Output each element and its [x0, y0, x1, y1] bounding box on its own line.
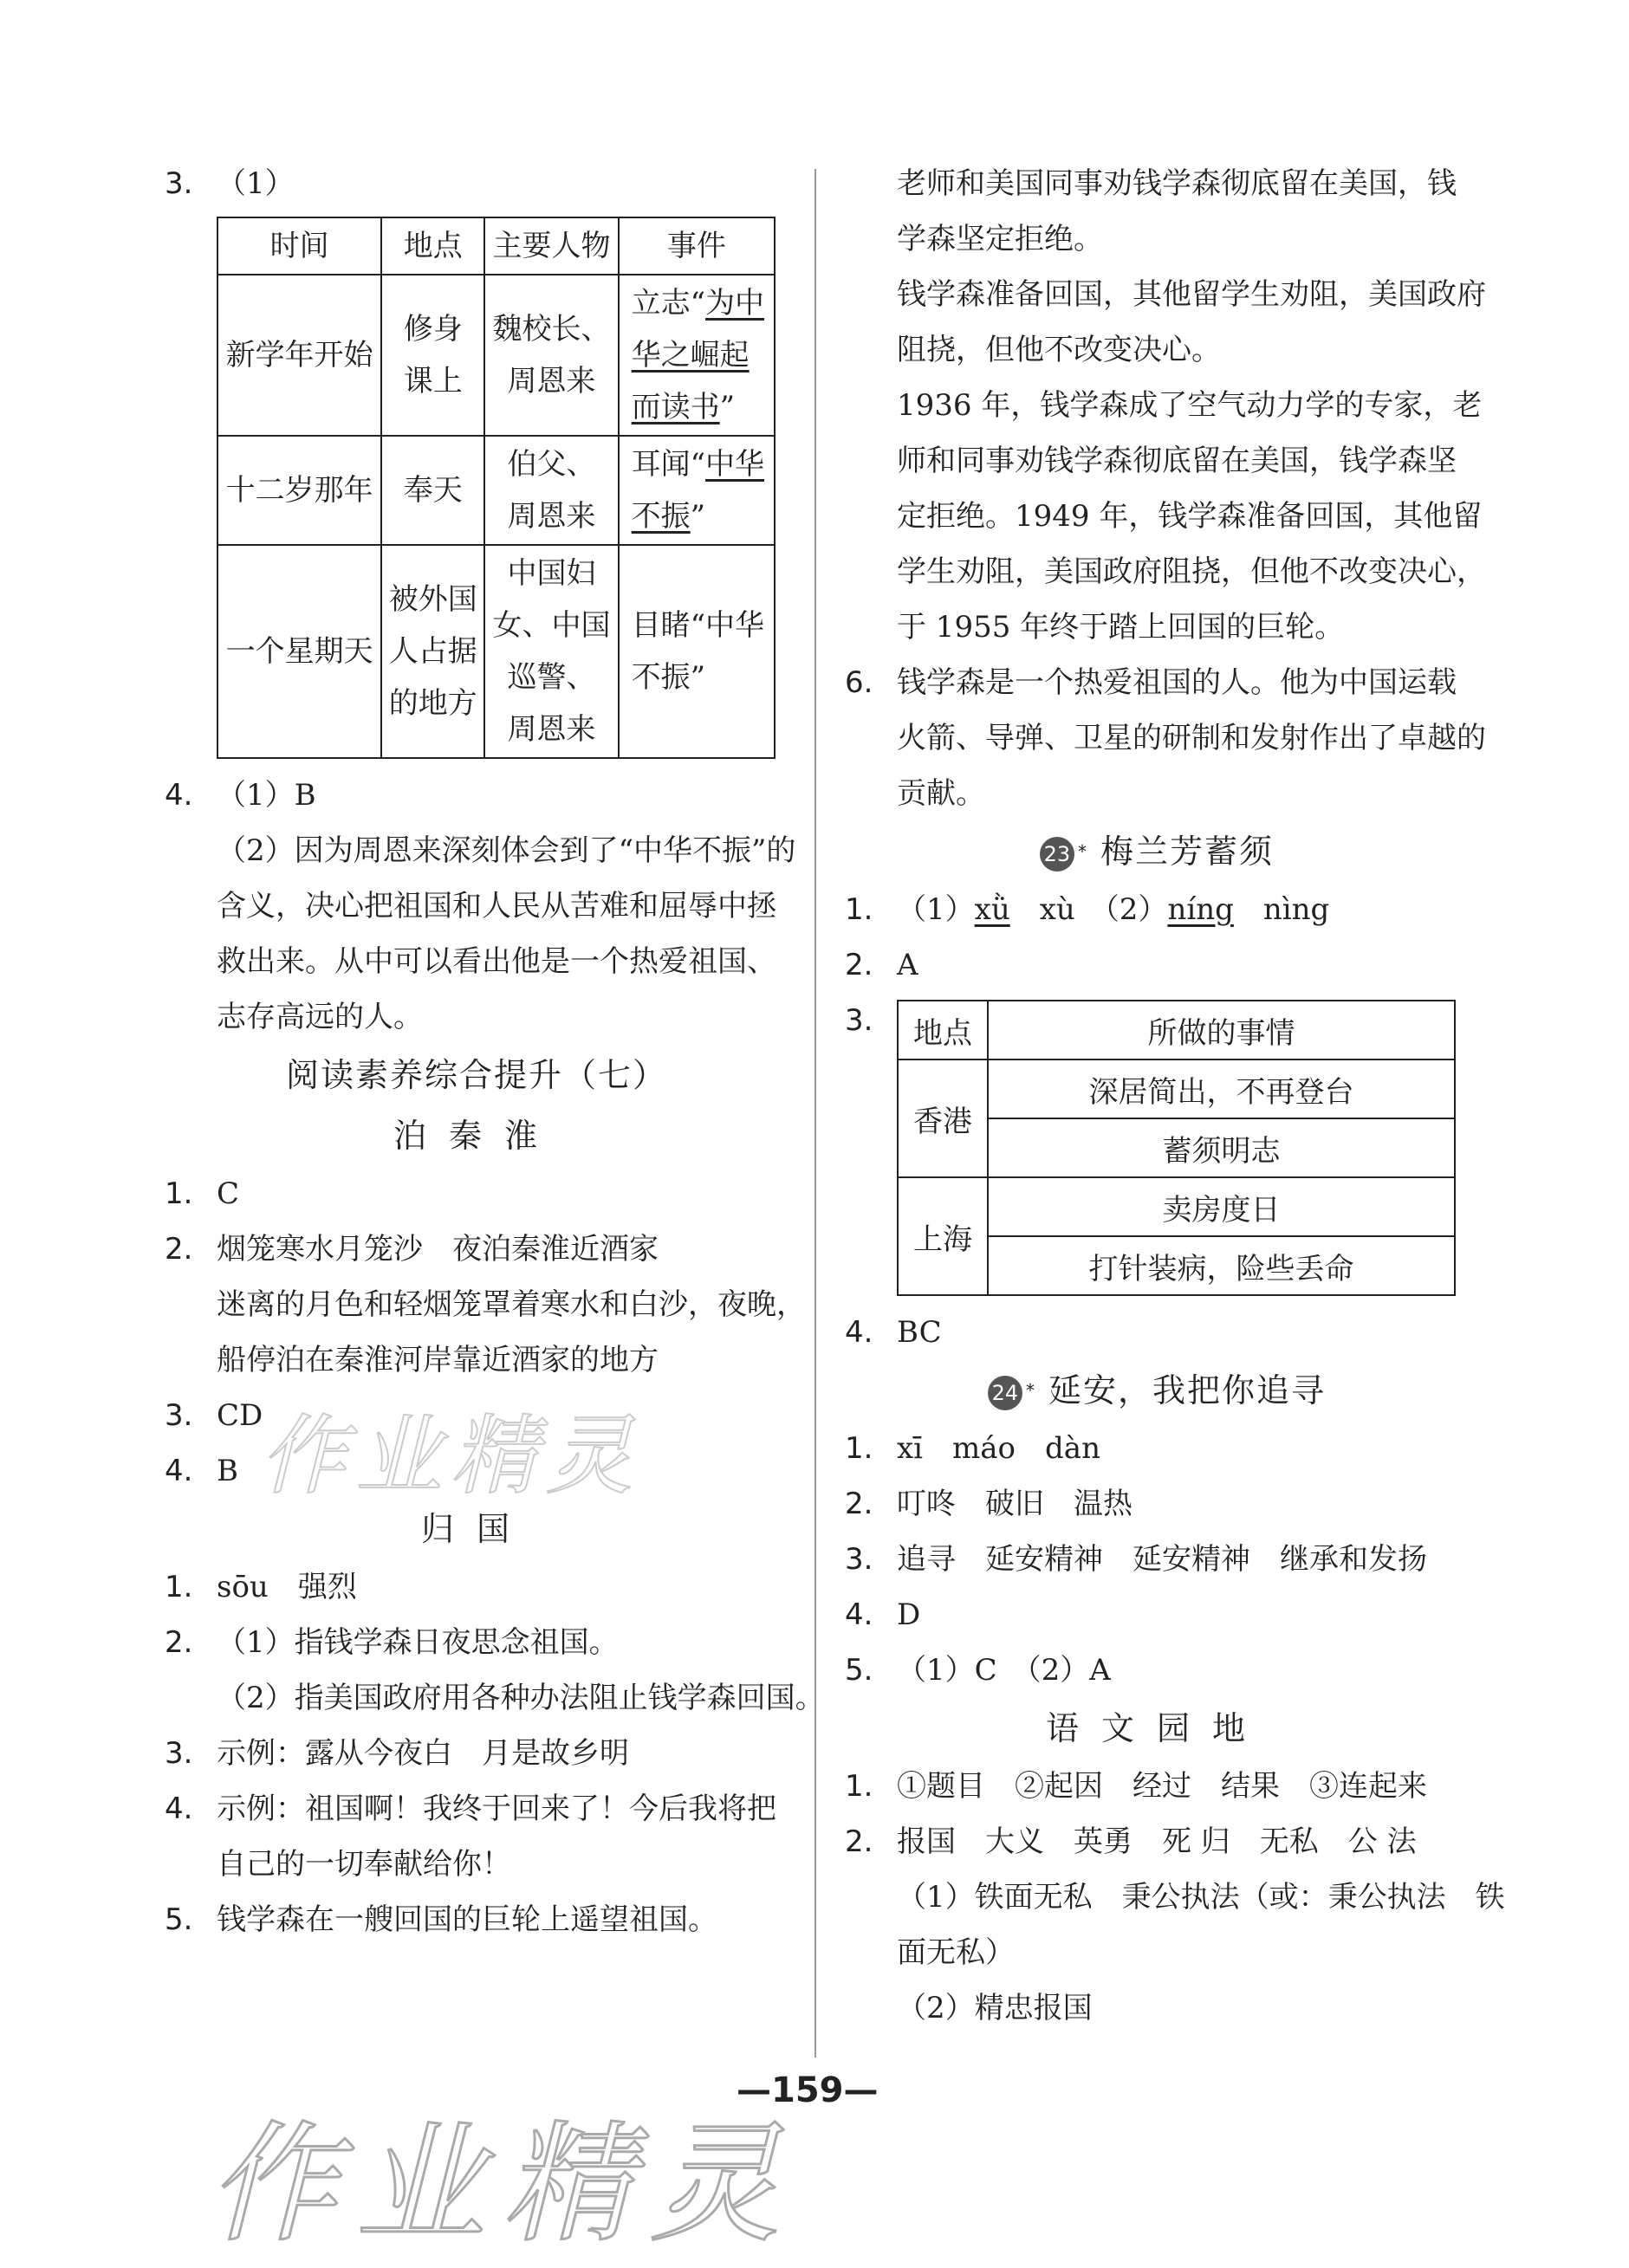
- answer-text: （2）指美国政府用各种办法阻止钱学森回国。: [217, 1681, 825, 1715]
- answer-text: 于 1955 年终于踏上回国的巨轮。: [897, 610, 1345, 645]
- cell-action: 蓄须明志: [988, 1118, 1455, 1177]
- answer-text: （1）铁面无私 秉公执法（或：秉公执法 铁: [897, 1880, 1505, 1915]
- header-place: 地点: [381, 217, 484, 275]
- question-1: [845, 1759, 1469, 1814]
- answer-text: 示例：祖国啊！我终于回来了！今后我将把: [217, 1792, 776, 1826]
- cell-text: ”: [690, 499, 706, 534]
- answer-text: 烟笼寒水月笼沙 夜泊秦淮近酒家: [217, 1232, 659, 1267]
- answer-text: （2）因为周恩来深刻体会到了“中华不振”的: [217, 833, 796, 868]
- cell-text: 伯父、: [507, 447, 596, 482]
- cell-text: 修身: [403, 312, 463, 347]
- answer-text: ①题目 ②起因 经过 结果 ③连起来: [897, 1769, 1427, 1804]
- question-5: [845, 1643, 1469, 1698]
- answer-text: 1936 年，钱学森成了空气动力学的专家，老: [897, 388, 1483, 423]
- cell-text: 中国妇: [507, 556, 596, 591]
- cell-text: 被外国: [388, 582, 477, 617]
- answer-text: 船停泊在秦淮河岸靠近酒家的地方: [217, 1343, 659, 1377]
- question-number: 2.: [165, 1232, 193, 1267]
- answer-text: 报国 大义 英勇 死 归 无私 公 法: [897, 1824, 1417, 1859]
- question-4: [165, 768, 789, 823]
- star-mark: *: [1025, 1380, 1036, 1401]
- left-column: [165, 156, 825, 1947]
- answer-text: 学森坚定拒绝。: [897, 222, 1103, 256]
- table-header-row: [217, 217, 775, 275]
- question-3: [165, 1726, 789, 1781]
- answer-text: 学生劝阻，美国政府阻挠，但他不改变决心，: [897, 554, 1486, 589]
- table-row: [217, 545, 775, 758]
- section-title: 语文园地: [1045, 1709, 1268, 1747]
- cell-people: [484, 545, 618, 758]
- right-column: [845, 156, 1505, 2036]
- answer-text: 追寻 延安精神 延安精神 继承和发扬: [897, 1542, 1427, 1577]
- underlined-text: níng: [1167, 892, 1234, 927]
- answer-text: 救出来。从中可以看出他是一个热爱祖国、: [217, 944, 776, 979]
- question-number: 2.: [845, 1824, 873, 1859]
- header-people: 主要人物: [484, 217, 618, 275]
- cell-action: 打针装病，险些丢命: [988, 1236, 1455, 1295]
- answer-text: 阻挠，但他不改变决心。: [897, 333, 1221, 367]
- cell-place: 奉天: [381, 436, 484, 545]
- cell-people: [484, 275, 618, 436]
- cell-place: [381, 275, 484, 436]
- question-3: [165, 156, 789, 211]
- underlined-text: 华之崛起: [631, 338, 750, 373]
- lesson-heading: [845, 821, 1469, 882]
- cell-action: 卖房度日: [988, 1177, 1455, 1236]
- table-row: [898, 1059, 1455, 1118]
- answer-text: xù （2）: [1009, 892, 1168, 927]
- question-4: [845, 1305, 1469, 1360]
- star-mark: *: [1077, 841, 1088, 862]
- question-number: 3.: [845, 1542, 873, 1577]
- question-2: [845, 1476, 1469, 1532]
- lesson-title: 梅兰芳蓄须: [1100, 833, 1275, 871]
- answer-text: 钱学森准备回国，其他留学生劝阻，美国政府: [897, 277, 1486, 312]
- answer-text: 钱学森在一艘回国的巨轮上遥望祖国。: [217, 1902, 717, 1937]
- question-number: 3.: [165, 1398, 193, 1433]
- table-row: [217, 436, 775, 545]
- question-number: 4.: [165, 1454, 193, 1488]
- cell-text: 不振”: [631, 660, 706, 695]
- header-time: 时间: [217, 217, 381, 275]
- header-place: 地点: [898, 1001, 988, 1059]
- lesson-heading: [845, 1360, 1469, 1421]
- answer-text: 师和同事劝钱学森彻底留在美国，钱学森坚: [897, 444, 1457, 478]
- answer-text: CD: [217, 1398, 263, 1433]
- underlined-text: 不振: [631, 499, 691, 534]
- cell-text: 周恩来: [507, 364, 596, 399]
- question-5: [165, 1892, 789, 1947]
- answer-text: A: [897, 948, 918, 982]
- question-number: 4.: [845, 1597, 873, 1632]
- cell-text: ”: [719, 390, 736, 424]
- question-number: 1.: [845, 892, 873, 927]
- lesson-number-badge: 23: [1040, 837, 1074, 872]
- column-divider: [814, 169, 816, 2057]
- table-header-row: [898, 1001, 1455, 1059]
- cell-place: 上海: [898, 1177, 988, 1295]
- cell-event: [619, 275, 775, 436]
- sub-label: （1）: [217, 166, 295, 201]
- question-2: [845, 1814, 1469, 1869]
- question-number: 2.: [165, 1625, 193, 1660]
- answer-text: 示例：露从今夜白 月是故乡明: [217, 1736, 629, 1771]
- question-4: [845, 1587, 1469, 1643]
- question-number: 2.: [845, 1487, 873, 1521]
- answer-text: xī máo dàn: [897, 1431, 1100, 1466]
- question-number: 5.: [845, 1653, 873, 1688]
- cell-time: 一个星期天: [217, 545, 381, 758]
- question-number: 1.: [165, 1570, 193, 1604]
- header-actions: 所做的事情: [988, 1001, 1455, 1059]
- lesson-title: 延安，我把你追寻: [1048, 1371, 1327, 1409]
- question-number: 1.: [845, 1769, 873, 1804]
- answer-text: B: [217, 1454, 238, 1488]
- cell-event: [619, 436, 775, 545]
- answer-text: （1）: [897, 892, 975, 927]
- answer-text: （1）指钱学森日夜思念祖国。: [217, 1625, 619, 1660]
- question-2: [165, 1615, 789, 1670]
- question-1: [845, 1421, 1469, 1476]
- question-2: [165, 1221, 789, 1277]
- cell-text: 目睹“中华: [631, 608, 765, 643]
- answer-text: 贡献。: [897, 776, 985, 811]
- answer-text: 老师和美国同事劝钱学森彻底留在美国，钱: [897, 166, 1457, 201]
- cell-text: 周恩来: [507, 712, 596, 747]
- answer-text: 钱学森是一个热爱祖国的人。他为中国运载: [897, 665, 1457, 700]
- cell-text: 耳闻“: [631, 447, 706, 482]
- answer-text: D: [897, 1597, 921, 1632]
- cell-place: 香港: [898, 1059, 988, 1177]
- answer-text: 叮咚 破旧 温热: [897, 1487, 1133, 1521]
- question-1: [165, 1166, 789, 1221]
- question-1: [165, 1559, 789, 1615]
- answer-text: 迷离的月色和轻烟笼罩着寒水和白沙，夜晚，: [217, 1287, 806, 1322]
- watermark-logo-faint: 作业精灵: [260, 1405, 641, 1507]
- cell-text: 课上: [403, 364, 463, 399]
- question-number: 3.: [165, 1736, 193, 1771]
- answer-text: BC: [897, 1315, 942, 1350]
- underlined-text: xǜ: [974, 892, 1010, 927]
- answer-text: sōu 强烈: [217, 1570, 357, 1604]
- cell-text: 巡警、: [507, 660, 596, 695]
- answer-text: （1）C （2）A: [897, 1653, 1111, 1688]
- actions-table: [897, 1000, 1456, 1296]
- lesson-number-badge: 24: [988, 1376, 1022, 1410]
- question-number: 3.: [845, 1003, 873, 1038]
- answer-text: 定拒绝。1949 年，钱学森准备回国，其他留: [897, 499, 1483, 534]
- underlined-text: 而读书: [631, 390, 720, 424]
- cell-time: 十二岁那年: [217, 436, 381, 545]
- page-number: —159—: [737, 2070, 879, 2110]
- poem-title: 泊秦淮: [393, 1117, 560, 1155]
- answer-text: 火箭、导弹、卫星的研制和发射作出了卓越的: [897, 721, 1486, 755]
- underlined-text: 为中: [705, 286, 765, 321]
- lesson-title: 归国: [420, 1510, 532, 1548]
- question-6: [845, 655, 1469, 710]
- underlined-text: 中华: [705, 447, 765, 482]
- watermark-logo: 作业精灵: [208, 2109, 798, 2260]
- cell-text: 的地方: [388, 686, 477, 721]
- answer-text: nìng: [1233, 892, 1330, 927]
- question-number: 1.: [845, 1431, 873, 1466]
- cell-time: 新学年开始: [217, 275, 381, 436]
- table-row: [898, 1177, 1455, 1236]
- cell-event: [619, 545, 775, 758]
- answer-text: 志存高远的人。: [217, 1000, 423, 1034]
- cell-text: 女、中国: [492, 608, 611, 643]
- answer-text: 面无私）: [897, 1935, 1015, 1970]
- question-4: [165, 1781, 789, 1837]
- answer-text: 含义，决心把祖国和人民从苦难和屈辱中拯: [217, 889, 776, 923]
- question-number: 2.: [845, 948, 873, 982]
- cell-text: 周恩来: [507, 499, 596, 534]
- question-1: [845, 882, 1469, 937]
- answer-text: （1）B: [217, 778, 316, 813]
- question-number: 4.: [165, 1792, 193, 1826]
- question-3: [845, 1532, 1469, 1587]
- cell-action: 深居简出，不再登台: [988, 1059, 1455, 1118]
- question-number: 3.: [165, 166, 193, 201]
- question-number: 4.: [165, 778, 193, 813]
- section-heading: 阅读素养综合提升（七）: [285, 1056, 667, 1094]
- header-event: 事件: [619, 217, 775, 275]
- question-number: 6.: [845, 665, 873, 700]
- table-row: [217, 275, 775, 436]
- question-number: 5.: [165, 1902, 193, 1937]
- cell-text: 立志“: [631, 286, 706, 321]
- question-number: 1.: [165, 1176, 193, 1211]
- answer-text: （2）精忠报国: [897, 1991, 1093, 2025]
- cell-text: 魏校长、: [492, 312, 611, 347]
- cell-text: 人占据: [388, 634, 477, 669]
- events-table: [217, 217, 776, 759]
- cell-people: [484, 436, 618, 545]
- answer-text: C: [217, 1176, 240, 1211]
- question-2: [845, 937, 1469, 993]
- question-number: 4.: [845, 1315, 873, 1350]
- answer-text: 自己的一切奉献给你！: [217, 1847, 511, 1882]
- question-3: [845, 993, 1469, 1305]
- cell-place: [381, 545, 484, 758]
